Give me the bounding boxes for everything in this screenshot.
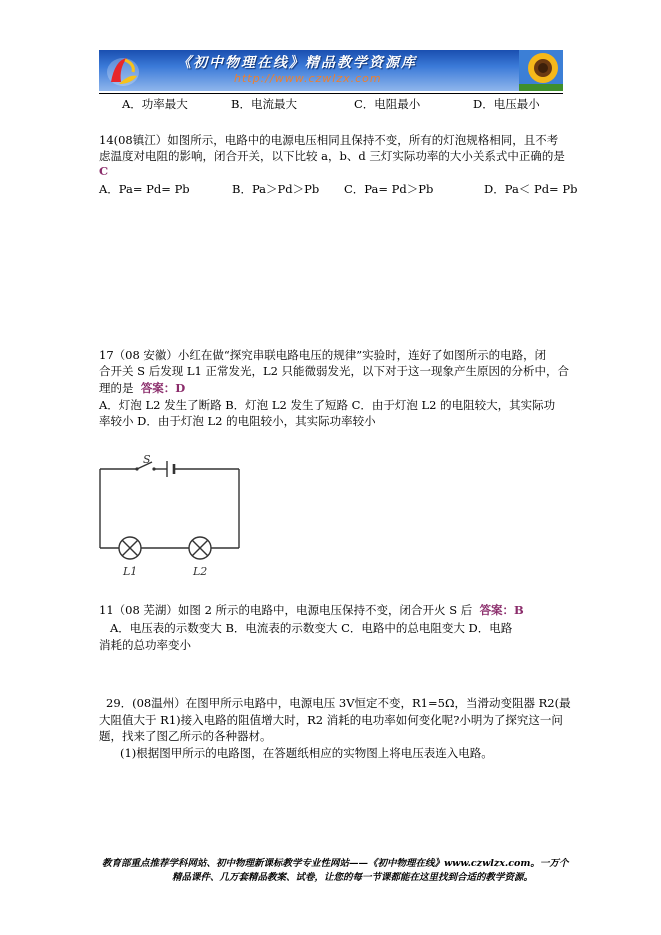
- footer-line1: 教育部重点推荐学科网站、初中物理新课标教学专业性网站——《初中物理在线》www.czwlzx.com。一万个: [102, 858, 569, 869]
- q14-line1: 14(08镇江）如图所示，电路中的电源电压相同且保持不变，所有的灯泡规格相同，且不考: [99, 133, 559, 147]
- q29-line4: (1)根据图甲所示的电路图，在答题纸相应的实物图上将电压表连入电路。: [120, 746, 493, 760]
- q17-line2: 合开关 S 后发现 L1 正常发光，L2 只能微弱发光，以下对于这一现象产生原因的分析中，合: [99, 364, 570, 378]
- sunflower-icon: [519, 50, 563, 91]
- lamp1-label: L1: [123, 565, 138, 578]
- q17-line4: A．灯泡 L2 发生了断路 B．灯泡 L2 发生了短路 C．由于灯泡 L2 的电阻较大，其实际功: [99, 398, 556, 412]
- header-banner: [99, 50, 563, 91]
- q14-option-a: A．Pa= Pd= Pb: [99, 182, 190, 196]
- q29-line1: 29．(08温州）在图甲所示电路中，电源电压 3V恒定不变，R1=5Ω，当滑动变阻器 R2(最: [106, 696, 571, 710]
- q11-line3: 消耗的总功率变小: [99, 638, 191, 652]
- q29-line2: 大阻值大于 R1)接入电路的阻值增大时，R2 消耗的电功率如何变化呢?小明为了探究这一问: [99, 713, 563, 727]
- q14-line2: 虑温度对电阻的影响，闭合开关，以下比较 a，b、d 三灯实际功率的大小关系式中正确的是: [99, 149, 565, 163]
- q11-line1-prefix: 11（08 芜湖）如图 2 所示的电路中，电源电压保持不变，闭合开火 S 后: [99, 603, 473, 617]
- switch-label: S: [143, 455, 151, 466]
- q17-line5: 率较小 D．由于灯泡 L2 的电阻较小，其实际功率较小: [99, 414, 376, 428]
- q17-line3: [99, 381, 185, 396]
- q17-answer: 答案：D: [140, 381, 186, 395]
- top-option-d: D．电压最小: [473, 97, 540, 111]
- q17-line1: 17（08 安徽）小红在做“探究串联电路电压的规律”实验时，连好了如图所示的电路，闭: [99, 348, 547, 362]
- top-option-b: B．电流最大: [231, 97, 297, 111]
- q14-option-c: C．Pa= Pd＞Pb: [344, 182, 434, 196]
- q29-line3: 题，找来了图乙所示的各种器材。: [99, 729, 272, 743]
- banner-title: 《初中物理在线》精品教学资源库: [177, 55, 417, 71]
- top-option-c: C．电阻最小: [354, 97, 421, 111]
- site-logo-icon: [105, 54, 141, 88]
- q14-option-d: D．Pa＜ Pd= Pb: [484, 182, 578, 196]
- banner-url: http://www.czwlzx.com: [234, 72, 382, 85]
- q11-line1: [99, 603, 524, 618]
- series-circuit-diagram: [99, 455, 249, 585]
- q14-answer: C: [99, 164, 109, 178]
- lamp2-label: L2: [193, 565, 208, 578]
- q14-option-b: B．Pa＞Pd＞Pb: [232, 182, 320, 196]
- q11-answer: 答案：B: [479, 603, 524, 617]
- switch-contact-left: [135, 467, 138, 470]
- switch-contact-right: [152, 467, 155, 470]
- header-divider: [99, 93, 563, 94]
- footer-line2: 精品课件、几万套精品教案、试卷，让您的每一节课都能在这里找到合适的教学资源。: [172, 872, 534, 883]
- q17-line3-prefix: 理的是: [99, 381, 134, 395]
- q11-line2: A．电压表的示数变大 B．电流表的示数变大 C．电路中的总电阻变大 D．电路: [110, 621, 513, 635]
- top-option-a: A．功率最大: [122, 97, 188, 111]
